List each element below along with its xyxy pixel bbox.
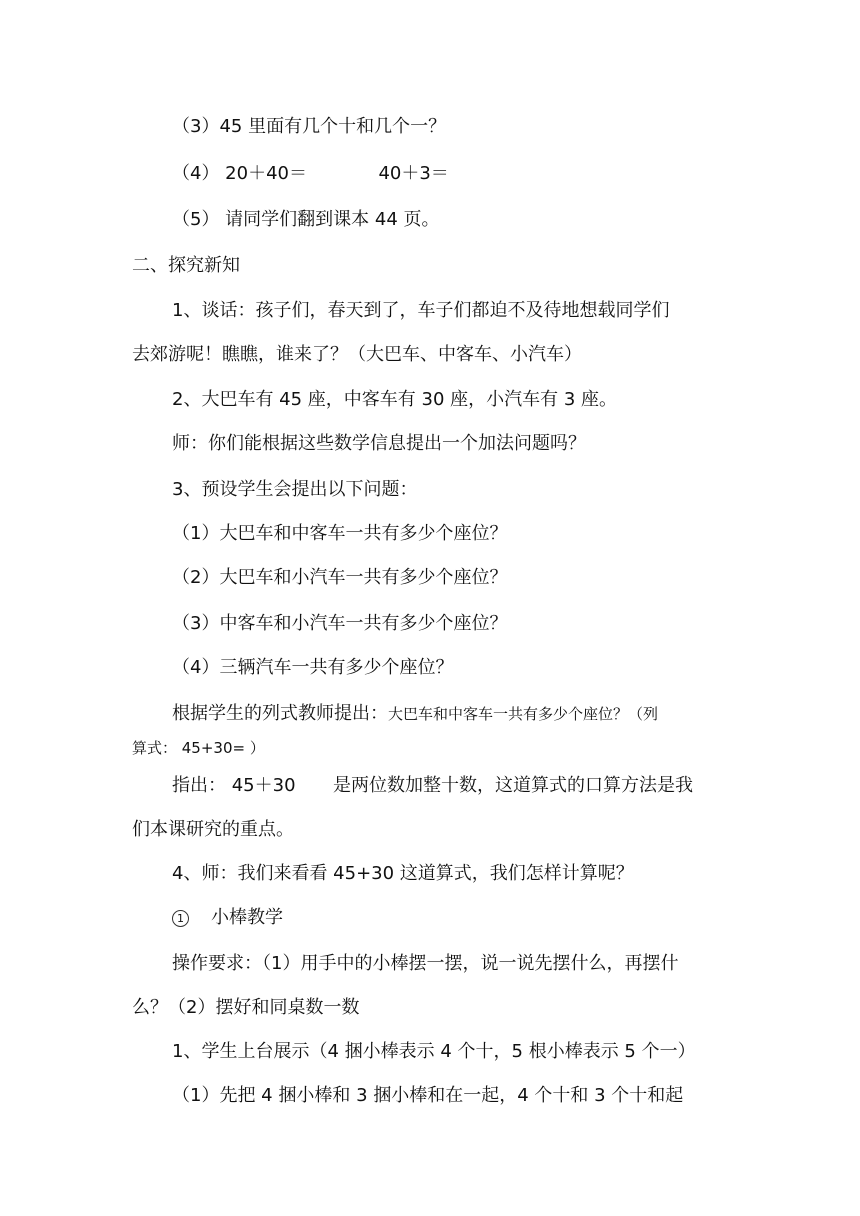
circled-number: 1 [172, 910, 189, 927]
text-line: （3）45 里面有几个十和几个一？ [172, 116, 447, 137]
text-line: 4、师：我们来看看 45+30 这道算式，我们怎样计算呢？ [172, 863, 634, 884]
text-line: 算式： 45+30= ） [132, 739, 265, 757]
text-line: 师：你们能根据这些数学信息提出一个加法问题吗？ [172, 433, 586, 454]
text-line: 1、谈话：孩子们，春天到了，车子们都迫不及待地想载同学们 [172, 300, 670, 321]
text-line: （1）先把 4 捆小棒和 3 捆小棒和在一起，4 个十和 3 个十和起 [172, 1085, 684, 1106]
equation: （4） 20＋40＝ [172, 163, 307, 184]
equation: 40＋3＝ [378, 163, 449, 184]
question-item: （4）三辆汽车一共有多少个座位？ [172, 657, 454, 678]
text-line [172, 702, 658, 726]
section-heading: 二、探究新知 [132, 255, 240, 276]
text-run: 是两位数加整十数，这道算式的口算方法是我 [333, 775, 693, 796]
text-line: 操作要求：（1）用手中的小棒摆一摆，说一说先摆什么，再摆什 [172, 953, 679, 974]
text-line: 们本课研究的重点。 [132, 819, 294, 840]
text-line: 3、预设学生会提出以下问题： [172, 479, 418, 500]
text-line [172, 906, 283, 930]
text-line: （5） 请同学们翻到课本 44 页。 [172, 209, 440, 230]
text-line: 去郊游呢！瞧瞧，谁来了？（大巴车、中客车、小汽车） [132, 344, 582, 365]
text-line [172, 774, 693, 798]
question-item: （1）大巴车和中客车一共有多少个座位？ [172, 523, 508, 544]
text-run: 指出： 45＋30 [172, 775, 296, 796]
question-item: （3）中客车和小汽车一共有多少个座位？ [172, 613, 508, 634]
text-line: 么？（2）摆好和同桌数一数 [132, 997, 360, 1018]
text-run-small: 大巴车和中客车一共有多少个座位？（列 [388, 705, 659, 723]
text-line: 1、学生上台展示（4 捆小棒表示 4 个十，5 根小棒表示 5 个一） [172, 1041, 696, 1062]
question-item: （2）大巴车和小汽车一共有多少个座位？ [172, 567, 508, 588]
text-run: 小棒教学 [211, 907, 283, 928]
text-run: 根据学生的列式教师提出： [172, 703, 388, 724]
text-line [172, 162, 449, 186]
text-line: 2、大巴车有 45 座，中客车有 30 座，小汽车有 3 座。 [172, 389, 618, 410]
